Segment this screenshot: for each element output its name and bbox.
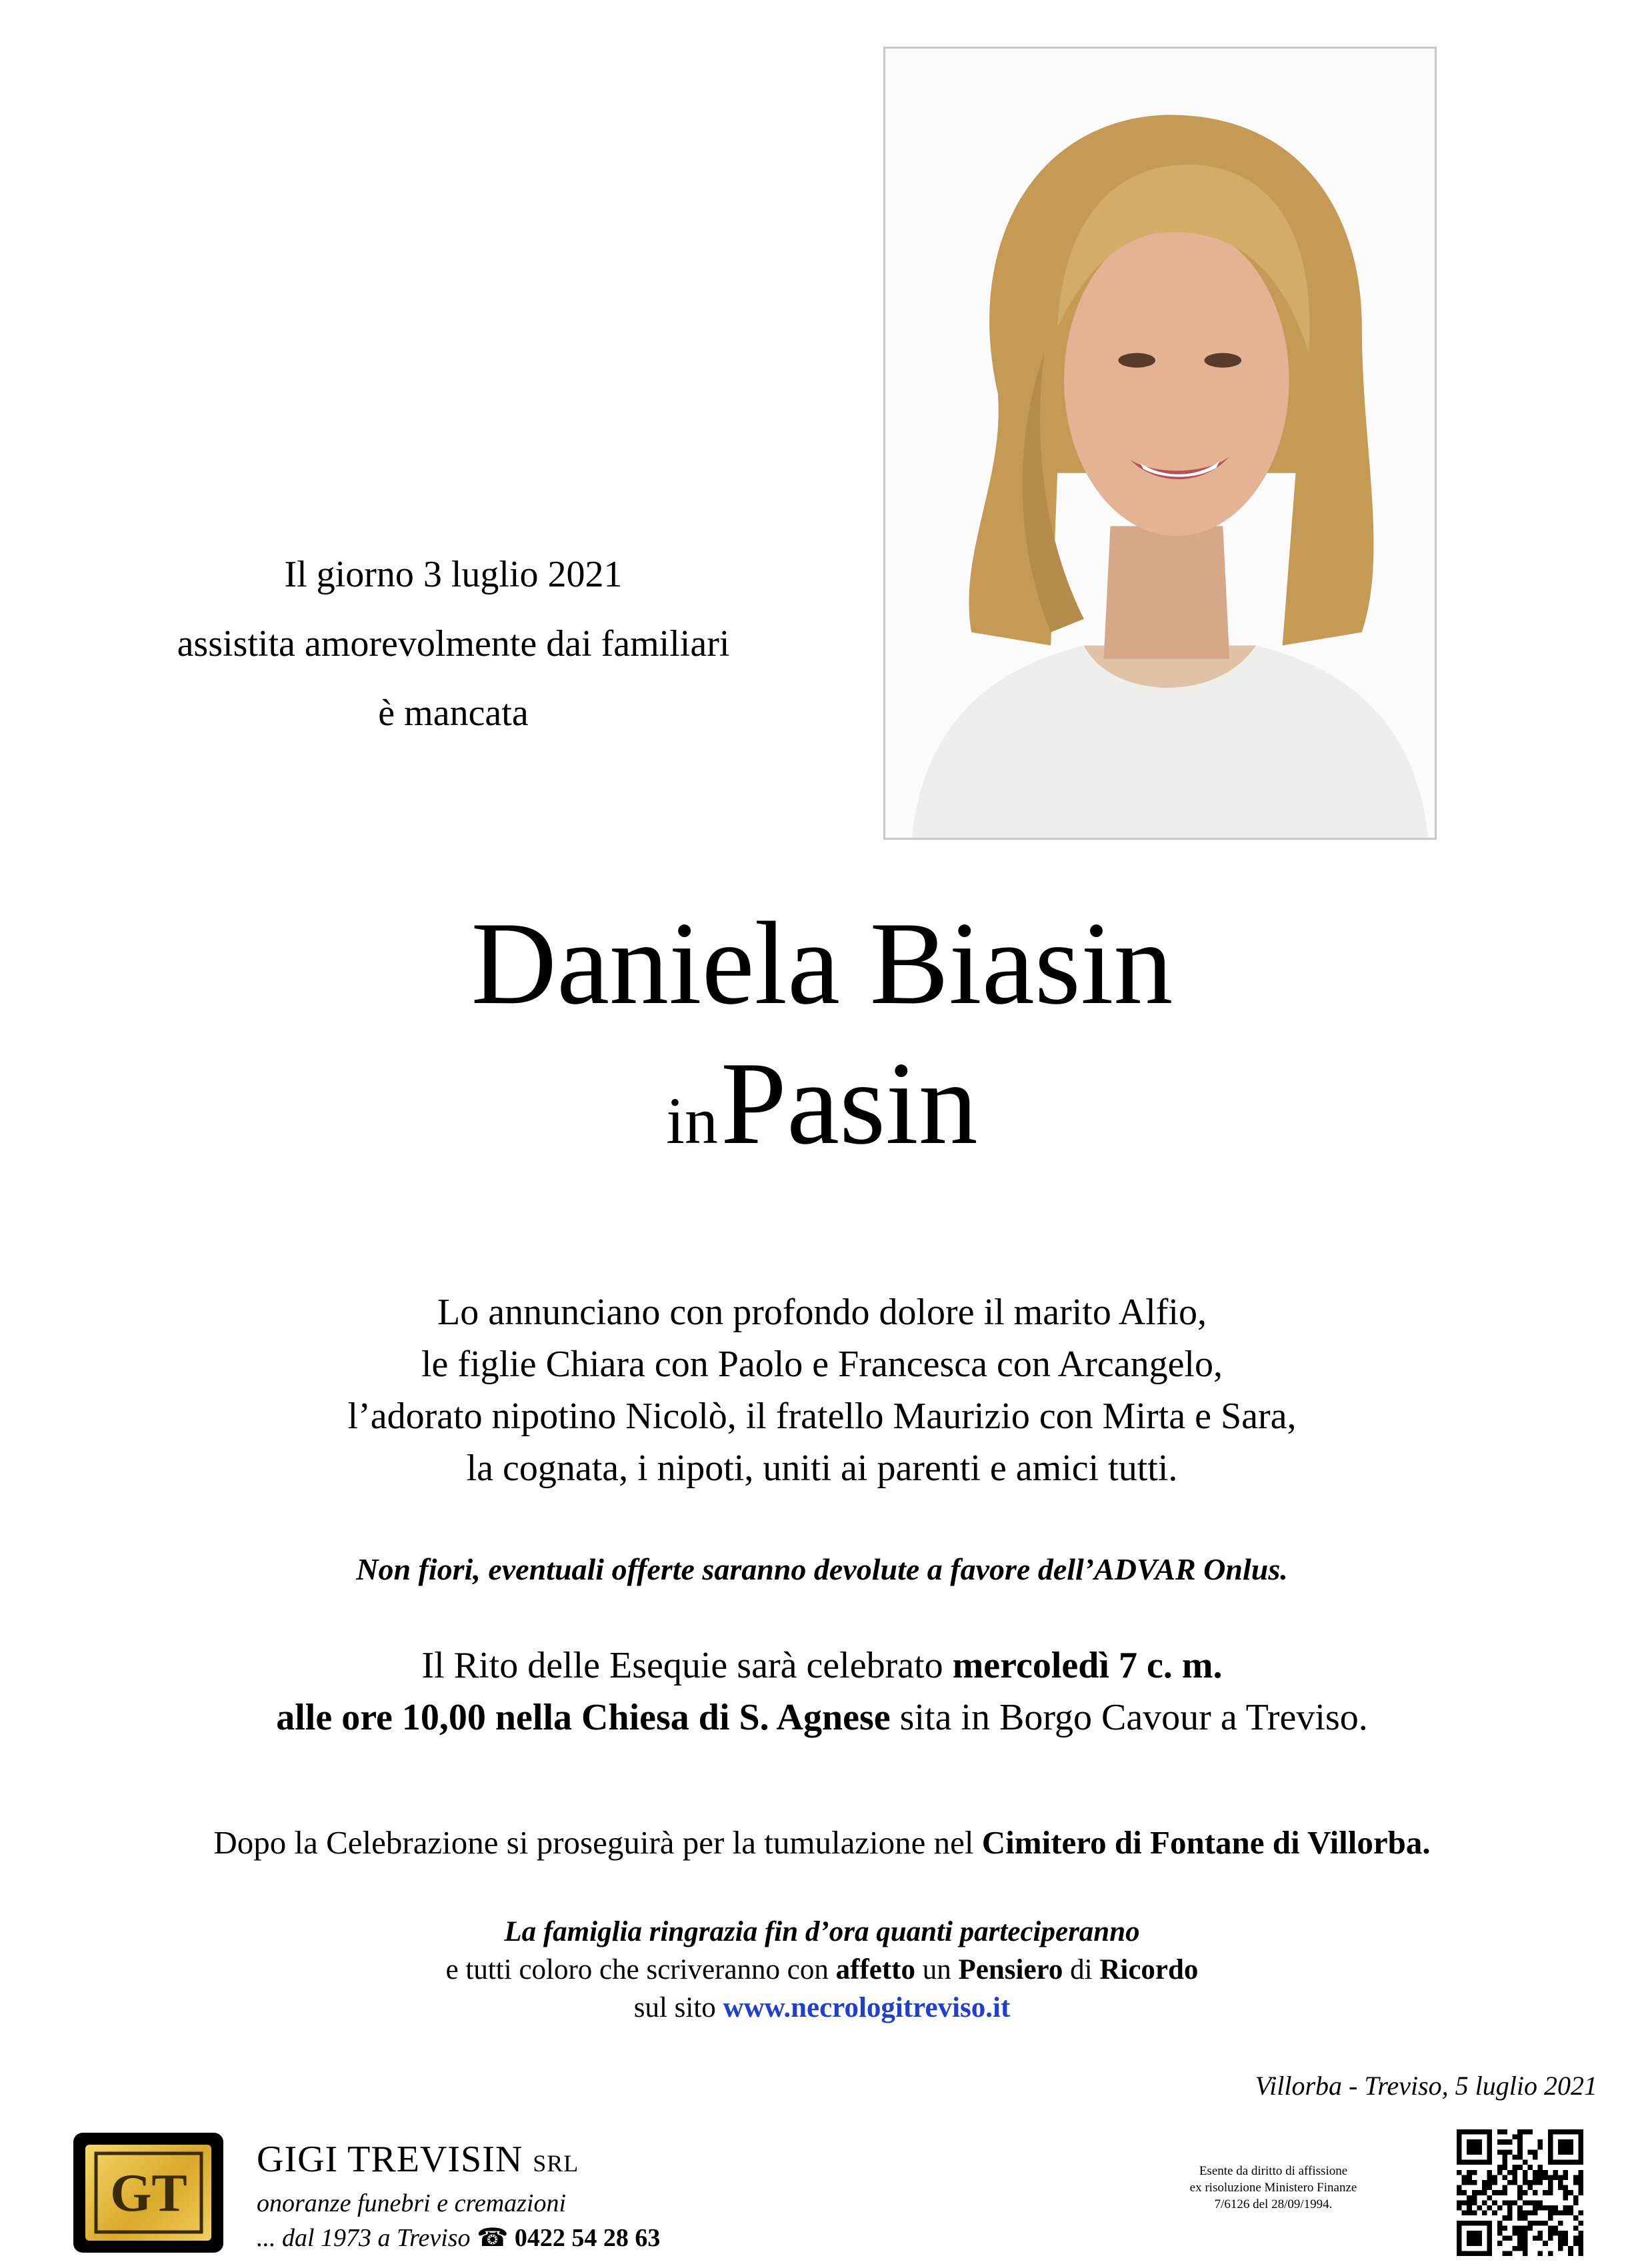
thanks-text bbox=[0, 1913, 1644, 2027]
mourners-line: le figlie Chiara con Paolo e Francesca con Arcangelo, bbox=[421, 1344, 1223, 1385]
company-since-line bbox=[257, 2220, 660, 2256]
burial-info bbox=[0, 1819, 1644, 1866]
phone-icon: ☎ bbox=[477, 2224, 509, 2252]
website-link[interactable]: www.necrologitreviso.it bbox=[723, 1992, 1011, 2023]
cemetery-name: Cimitero di Fontane di Villorba. bbox=[981, 1824, 1431, 1861]
portrait-image bbox=[885, 49, 1435, 838]
mourners-line: l’adorato nipotino Nicolò, il fratello Maurizio con Mirta e Sara, bbox=[347, 1396, 1297, 1437]
logo-text: GT bbox=[109, 2164, 187, 2223]
intro-text bbox=[87, 540, 820, 748]
company-since: ... dal 1973 a Treviso bbox=[257, 2224, 471, 2252]
thanks-fragment: sul sito bbox=[633, 1992, 723, 2023]
company-info bbox=[257, 2136, 660, 2256]
thanks-line-2 bbox=[0, 1951, 1644, 1989]
logo-emblem bbox=[85, 2145, 211, 2241]
company-tagline: onoranze funebri e cremazioni bbox=[257, 2189, 567, 2217]
exemption-note bbox=[1180, 2163, 1367, 2213]
exemption-line: ex risoluzione Ministero Finanze bbox=[1189, 2181, 1357, 2195]
thanks-word-ricordo: Ricordo bbox=[1099, 1954, 1199, 1985]
company-logo bbox=[73, 2133, 223, 2253]
exemption-line: 7/6126 del 28/09/1994. bbox=[1214, 2197, 1333, 2211]
thanks-line-1: La famiglia ringrazia fin d’ora quanti parteciperanno bbox=[504, 1916, 1140, 1947]
rite-date: mercoledì 7 c. m. bbox=[952, 1645, 1223, 1686]
intro-line-3: è mancata bbox=[378, 692, 529, 734]
thanks-fragment: e tutti coloro che scriveranno con bbox=[445, 1954, 836, 1985]
intro-line-1: Il giorno 3 luglio 2021 bbox=[284, 554, 623, 595]
rite-location: sita in Borgo Cavour a Treviso. bbox=[890, 1697, 1368, 1738]
rite-line-1 bbox=[0, 1640, 1644, 1692]
exemption-line: Esente da diritto di affissione bbox=[1199, 2164, 1348, 2178]
logo-monogram-icon bbox=[92, 2149, 205, 2236]
rite-line-2 bbox=[0, 1692, 1644, 1743]
qr-code-icon[interactable] bbox=[1457, 2129, 1583, 2256]
company-name: GIGI TREVISIN bbox=[257, 2139, 523, 2180]
rite-text: Il Rito delle Esequie sarà celebrato bbox=[421, 1645, 953, 1686]
company-name-line bbox=[257, 2136, 660, 2187]
company-phone: 0422 54 28 63 bbox=[514, 2224, 661, 2252]
burial-text: Dopo la Celebrazione si proseguirà per la tumulazione nel bbox=[213, 1824, 982, 1861]
mourners-line: Lo annunciano con profondo dolore il marito Alfio, bbox=[437, 1292, 1207, 1333]
intro-line-2: assistita amorevolmente dai familiari bbox=[177, 623, 730, 664]
mourners-line: la cognata, i nipoti, uniti ai parenti e amici tutti. bbox=[466, 1448, 1178, 1489]
mourners-text bbox=[0, 1286, 1644, 1494]
rite-time-place: alle ore 10,00 nella Chiesa di S. Agnese bbox=[276, 1697, 891, 1738]
place-date: Villorba - Treviso, 5 luglio 2021 bbox=[1255, 2071, 1597, 2101]
deceased-name: Daniela Biasin bbox=[471, 897, 1173, 1029]
deceased-married-name bbox=[0, 1036, 1644, 1207]
thanks-fragment: un bbox=[915, 1954, 959, 1985]
company-suffix: SRL bbox=[533, 2150, 579, 2177]
thanks-word-pensiero: Pensiero bbox=[958, 1954, 1063, 1985]
thanks-line-3 bbox=[0, 1989, 1644, 2027]
married-surname: Pasin bbox=[721, 1037, 978, 1169]
thanks-fragment: di bbox=[1063, 1954, 1100, 1985]
portrait-photo bbox=[883, 47, 1437, 840]
in-word: in bbox=[666, 1084, 719, 1158]
rite-info bbox=[0, 1640, 1644, 1743]
thanks-word-affetto: affetto bbox=[835, 1954, 916, 1985]
flowers-note: Non fiori, eventuali offerte saranno devolute a favore dell’ADVAR Onlus. bbox=[356, 1552, 1288, 1586]
